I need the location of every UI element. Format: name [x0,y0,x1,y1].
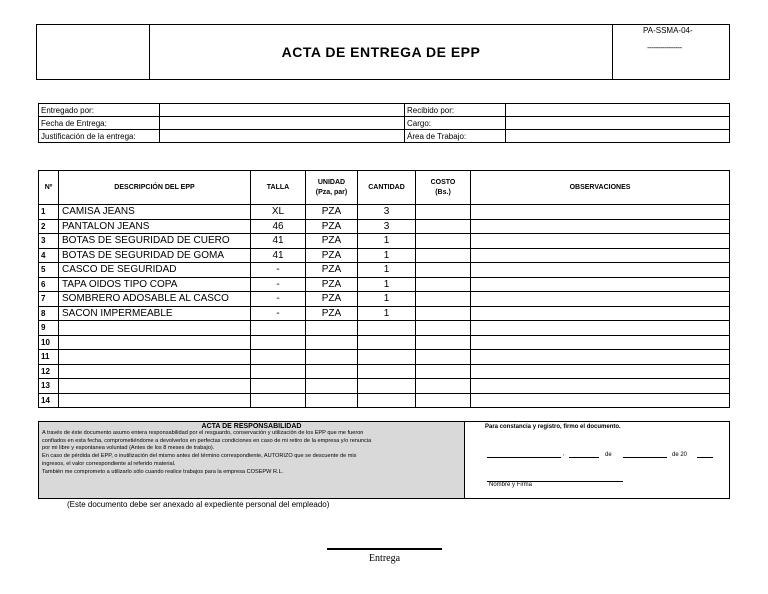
col-cost-line2: (Bs.) [435,188,451,196]
row-quantity[interactable]: 1 [358,234,416,249]
row-description[interactable]: CASCO DE SEGURIDAD [59,263,251,278]
row-observations[interactable] [471,292,730,307]
table-row [39,263,730,278]
logo-cell [37,25,150,79]
row-size[interactable] [251,393,306,408]
row-cost[interactable] [416,350,471,365]
row-description[interactable]: PANTALON JEANS [59,219,251,234]
row-quantity[interactable] [358,379,416,394]
row-observations[interactable] [471,379,730,394]
row-number: 5 [39,263,59,278]
row-cost[interactable] [416,379,471,394]
row-description[interactable] [59,393,251,408]
month-line[interactable] [623,457,667,458]
row-unit[interactable]: PZA [306,277,358,292]
row-quantity[interactable]: 1 [358,263,416,278]
row-observations[interactable] [471,248,730,263]
row-cost[interactable] [416,321,471,336]
col-cost-line1: COSTO [430,178,456,186]
row-unit[interactable] [306,393,358,408]
responsibility-statement [39,422,465,498]
responsibility-title: ACTA DE RESPONSABILIDAD [201,423,302,430]
table-row [39,277,730,292]
row-unit[interactable]: PZA [306,205,358,220]
col-cost [416,171,471,205]
row-size[interactable] [251,350,306,365]
responsibility-line: También me comprometo a utilizarlo sólo cuando realice trabajos para la empresa COSEPW R.L. [42,468,284,475]
date-de-2: de 20 [672,452,688,458]
row-cost[interactable] [416,219,471,234]
row-size[interactable]: 41 [251,234,306,249]
delivered-by-field[interactable] [160,104,405,117]
received-by-field[interactable] [506,104,730,117]
col-number: Nº [39,171,59,205]
delivery-signature-line[interactable] [327,548,442,550]
table-row [39,234,730,249]
row-quantity[interactable] [358,350,416,365]
row-number: 6 [39,277,59,292]
table-row [39,379,730,394]
row-quantity[interactable]: 3 [358,205,416,220]
row-number: 14 [39,393,59,408]
row-observations[interactable] [471,205,730,220]
col-size: TALLA [251,171,306,205]
row-description[interactable]: TAPA OIDOS TIPO COPA [59,277,251,292]
justification-label: Justificación de la entrega: [39,130,160,143]
row-number: 4 [39,248,59,263]
received-by-label: Recibido por: [405,104,506,117]
row-unit[interactable]: PZA [306,306,358,321]
col-unit-line2: (Pza, par) [315,188,348,196]
row-quantity[interactable] [358,393,416,408]
row-description[interactable]: SACON IMPERMEABLE [59,306,251,321]
row-description[interactable] [59,364,251,379]
table-row [39,292,730,307]
document-code-line: ---------------- [647,43,682,52]
row-number: 7 [39,292,59,307]
footer-note: (Este documento debe ser anexado al expediente personal del empleado) [67,500,330,509]
delivery-signature-label: Entrega [368,553,401,564]
row-number: 1 [39,205,59,220]
place-line[interactable] [487,457,561,458]
work-area-label: Área de Trabajo: [405,130,506,143]
table-row [39,321,730,336]
row-cost[interactable] [416,234,471,249]
row-unit[interactable]: PZA [306,263,358,278]
row-unit[interactable] [306,364,358,379]
items-body [39,205,730,408]
row-quantity[interactable]: 1 [358,292,416,307]
col-observations: OBSERVACIONES [471,171,730,205]
row-size[interactable] [251,364,306,379]
row-number: 3 [39,234,59,249]
row-observations[interactable] [471,364,730,379]
table-row [39,335,730,350]
row-cost[interactable] [416,292,471,307]
row-description[interactable]: BOTAS DE SEGURIDAD DE CUERO [59,234,251,249]
year-line[interactable] [697,457,713,458]
responsibility-line: ingresos, el valor correspondiente al referido material. [42,460,176,467]
row-unit[interactable] [306,321,358,336]
record-text: Para constancia y registro, firmo el documento. [485,424,621,430]
row-observations[interactable] [471,277,730,292]
row-cost[interactable] [416,205,471,220]
delivery-date-field[interactable] [160,117,405,130]
row-description[interactable] [59,321,251,336]
table-row [39,248,730,263]
row-cost[interactable] [416,248,471,263]
table-row [39,364,730,379]
row-size[interactable]: XL [251,205,306,220]
date-comma: , [563,451,565,457]
row-unit[interactable]: PZA [306,234,358,249]
row-description[interactable]: BOTAS DE SEGURIDAD DE GOMA [59,248,251,263]
row-cost[interactable] [416,335,471,350]
table-row [39,205,730,220]
row-cost[interactable] [416,306,471,321]
row-cost[interactable] [416,364,471,379]
row-size[interactable]: - [251,292,306,307]
row-size[interactable]: 46 [251,219,306,234]
position-label: Cargo: [405,117,506,130]
row-observations[interactable] [471,335,730,350]
row-cost[interactable] [416,393,471,408]
responsibility-line: por mi libre y espontanea voluntad (Antes de los 8 meses de trabajo). [42,445,215,452]
row-unit[interactable]: PZA [306,248,358,263]
row-quantity[interactable]: 1 [358,248,416,263]
col-unit [306,171,358,205]
row-number: 2 [39,219,59,234]
row-quantity[interactable] [358,321,416,336]
row-number: 8 [39,306,59,321]
responsibility-line: A través de éste documento asumo entera responsabilidad por el resguardo, conservación y utilización de los EPP que me fueron [42,430,364,436]
row-quantity[interactable] [358,364,416,379]
responsibility-line: confiados en esta fecha, comprometiéndome a devolverlos en perfectas condiciones en caso de mi retiro de la empresa y/o renuncia [42,437,372,444]
row-size[interactable] [251,335,306,350]
table-row [39,219,730,234]
row-size[interactable]: 41 [251,248,306,263]
epp-items-table [38,170,730,408]
row-size[interactable]: - [251,306,306,321]
col-description: DESCRIPCIÓN DEL EPP [59,171,251,205]
table-row [39,306,730,321]
row-number: 13 [39,379,59,394]
justification-field[interactable] [160,130,405,143]
document-title: ACTA DE ENTREGA DE EPP [281,44,481,60]
row-size[interactable]: - [251,263,306,278]
row-size[interactable]: - [251,277,306,292]
document-header [36,24,730,80]
col-unit-line1: UNIDAD [317,178,346,186]
row-observations[interactable] [471,393,730,408]
row-unit[interactable] [306,335,358,350]
delivery-date-label: Fecha de Entrega: [39,117,160,130]
row-unit[interactable] [306,379,358,394]
row-number: 11 [39,350,59,365]
date-de-1: de [605,452,612,458]
responsibility-line: En caso de pérdida del EPP, o inutilización del mismo antes del término correspondiente, AUTORIZO que se descuente de mis [42,453,357,460]
row-description[interactable] [59,379,251,394]
work-area-field[interactable] [506,130,730,143]
table-row [39,350,730,365]
row-description[interactable] [59,335,251,350]
delivered-by-label: Entregado por: [39,104,160,117]
signature-block [465,422,729,498]
row-size[interactable] [251,379,306,394]
row-cost[interactable] [416,277,471,292]
row-description[interactable]: SOMBRERO ADOSABLE AL CASCO [59,292,251,307]
position-field[interactable] [506,117,730,130]
row-cost[interactable] [416,263,471,278]
row-quantity[interactable] [358,335,416,350]
row-quantity[interactable]: 1 [358,306,416,321]
row-observations[interactable] [471,350,730,365]
responsibility-section [38,421,730,499]
row-size[interactable] [251,321,306,336]
row-observations[interactable] [471,306,730,321]
row-number: 9 [39,321,59,336]
row-observations[interactable] [471,234,730,249]
row-observations[interactable] [471,263,730,278]
row-quantity[interactable]: 3 [358,219,416,234]
responsibility-text [42,430,461,476]
name-signature-label: Nombre y Firma [489,482,533,488]
row-unit[interactable]: PZA [306,292,358,307]
row-description[interactable]: CAMISA JEANS [59,205,251,220]
row-description[interactable] [59,350,251,365]
col-quantity: CANTIDAD [358,171,416,205]
delivery-info-table [38,103,730,143]
document-code: PA-SSMA-04- [643,26,693,35]
row-unit[interactable] [306,350,358,365]
row-number: 10 [39,335,59,350]
day-line[interactable] [569,457,599,458]
table-row [39,393,730,408]
row-number: 12 [39,364,59,379]
row-unit[interactable]: PZA [306,219,358,234]
row-quantity[interactable]: 1 [358,277,416,292]
row-observations[interactable] [471,321,730,336]
row-observations[interactable] [471,219,730,234]
